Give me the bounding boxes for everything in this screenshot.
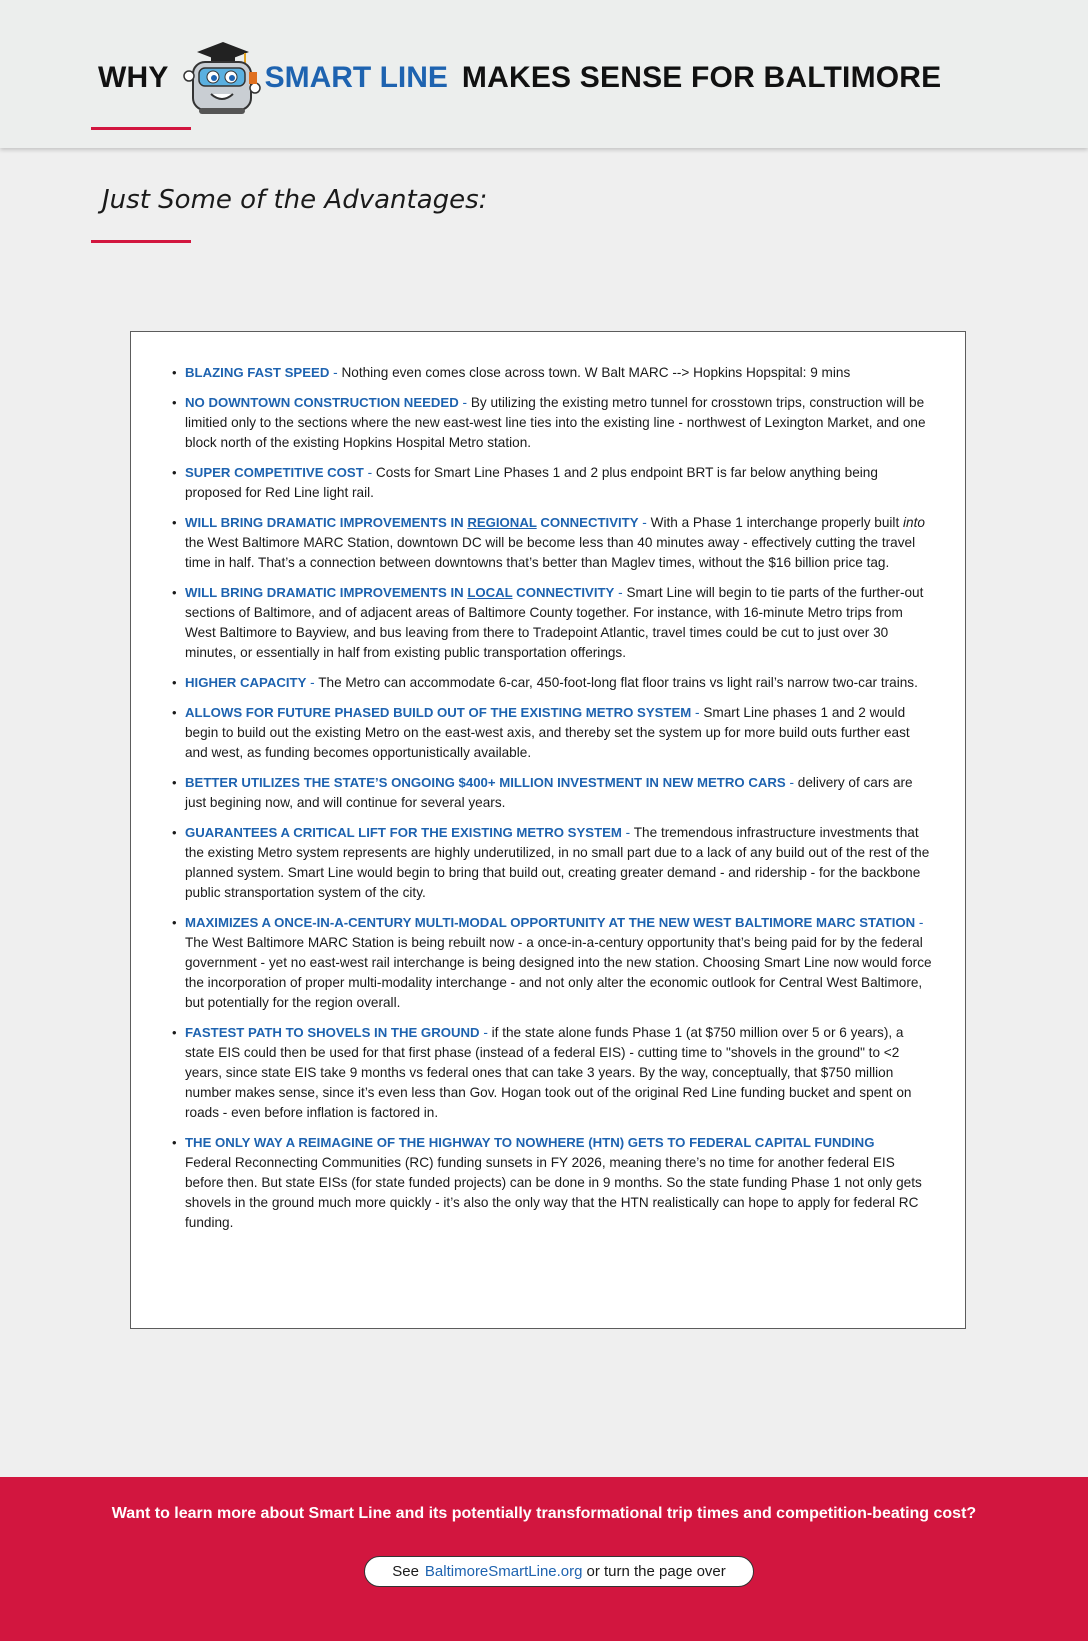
list-item: • WILL BRING DRAMATIC IMPROVEMENTS IN LOCAL CONNECTIVITY - Smart Line will begin to tie parts of the further-out sections of Baltimore, and of adjacent areas of Baltimore County together. For instance, with 16-minute Metro trips from West Baltimore to Bayview, and bus leaving from there to Tradepoint Atlantic, travel times could be cut to just over 30 minutes, or essentially in half from existing public transportation offerings. (172, 585, 924, 660)
advantage-heading: NO DOWNTOWN CONSTRUCTION NEEDED (185, 395, 459, 410)
subtitle-accent-line (91, 240, 191, 243)
list-item: • FASTEST PATH TO SHOVELS IN THE GROUND - if the state alone funds Phase 1 (at $750 million over 5 or 6 years), a state EIS could then be used for that first phase (instead of a federal EIS) - cutting time to "shovels in the ground" to <2 years, since state EIS take 9 months vs federal ones that can take 3 years. By the way, conceptually, that $750 million number makes sense, since it’s even less than Gov. Hogan took out of the original Red Line funding bucket and spent on roads - even before inflation is factored in. (172, 1025, 912, 1120)
list-item: • GUARANTEES A CRITICAL LIFT FOR THE EXISTING METRO SYSTEM - The tremendous infrastructure investments that the existing Metro system represents are highly underutilized, in no small part due to a lack of any build out of the rest of the planned system. Smart Line would begin to bring that build out, creating greater demand - and ridership - for the backbone public stransportation system of the city. (172, 825, 930, 900)
bullet: • (172, 825, 177, 840)
footer-rest: or turn the page over (586, 1563, 726, 1580)
bullet: • (172, 675, 177, 690)
advantage-body: Smart Line phases 1 and 2 would begin to build out the existing Metro on the east-west axis, and thereby set the system up for more build outs further east and west, as funding becomes opportunistically available. (185, 705, 910, 760)
title-brand: SMART LINE (264, 61, 448, 94)
list-item (174, 1133, 935, 1233)
list-item: • NO DOWNTOWN CONSTRUCTION NEEDED - By utilizing the existing metro tunnel for crosstown trips, construction will be limitied only to the sections where the new east-west line ties into the existing line - northwest of Lexington Market, and one block north of the existing Hopkins Hospital Metro station. (172, 395, 926, 450)
list-item: • WILL BRING DRAMATIC IMPROVEMENTS IN REGIONAL CONNECTIVITY - With a Phase 1 interchange properly built into the West Baltimore MARC Station, downtown DC will be become less than 40 minutes away - effectively cutting the travel time in half. That’s a connection between downtowns that’s better than Maglev times, without the $16 billion price tag. (172, 515, 925, 570)
bullet: • (172, 1025, 177, 1040)
advantage-body: The West Baltimore MARC Station is being rebuilt now - a once-in-a-century opportunity that’s being paid for by the federal government - yet no east-west rail interchange is being designed into the new station. Choosing Smart Line now would force the incorporation of proper multi-modality interchange - and not only alter the economic outlook for Central West Baltimore, but potentially for the region overall. (185, 935, 932, 1010)
advantage-body: By utilizing the existing metro tunnel for crosstown trips, construction will be limitied only to the sections where the new east-west line ties into the existing line - northwest of Lexington Market, and one block north of the existing Hopkins Hospital Metro station. (185, 395, 926, 450)
advantage-body: Costs for Smart Line Phases 1 and 2 plus endpoint BRT is far below anything being proposed for Red Line light rail. (185, 465, 878, 500)
list-item: • ALLOWS FOR FUTURE PHASED BUILD OUT OF THE EXISTING METRO SYSTEM - Smart Line phases 1 and 2 would begin to build out the existing Metro on the east-west axis, and thereby set the system up for more build outs further east and west, as funding becomes opportunistically available. (172, 705, 910, 760)
advantage-heading: WILL BRING DRAMATIC IMPROVEMENTS IN LOCAL CONNECTIVITY (185, 585, 615, 600)
advantage-heading: BETTER UTILIZES THE STATE’S ONGOING $400+ MILLION INVESTMENT IN NEW METRO CARS (185, 775, 786, 790)
header-accent-line (91, 127, 191, 130)
page-header (0, 0, 1088, 148)
website-link[interactable]: BaltimoreSmartLine.org (424, 1563, 583, 1580)
advantage-body: Smart Line will begin to tie parts of the further-out sections of Baltimore, and of adjacent areas of Baltimore County together. For instance, with 16-minute Metro trips from West Baltimore to Bayview, and bus leaving from there to Tradepoint Atlantic, travel times could be cut to just over 30 minutes, or essentially in half from existing public transportation offerings. (185, 585, 924, 660)
bullet: • (172, 705, 177, 720)
bullet: • (172, 465, 177, 480)
title-why: WHY (98, 61, 169, 94)
bullet: • (172, 365, 177, 380)
advantage-heading: HIGHER CAPACITY (185, 675, 307, 690)
footer-see: See (392, 1563, 419, 1580)
list-item: • HIGHER CAPACITY - The Metro can accommodate 6-car, 450-foot-long flat floor trains vs light rail’s narrow two-car trains. (174, 673, 935, 693)
list-item: • SUPER COMPETITIVE COST - Costs for Smart Line Phases 1 and 2 plus endpoint BRT is far below anything being proposed for Red Line light rail. (172, 465, 878, 500)
advantages-box (130, 331, 966, 1329)
advantage-body: The Metro can accommodate 6-car, 450-foot-long flat floor trains vs light rail’s narrow two-car trains. (318, 675, 918, 690)
footer-question: Want to learn more about Smart Line and its potentially transformational trip times and competition-beating cost? (111, 1505, 977, 1522)
list-item: • MAXIMIZES A ONCE-IN-A-CENTURY MULTI-MODAL OPPORTUNITY AT THE NEW WEST BALTIMORE MARC STATION - The West Baltimore MARC Station is being rebuilt now - a once-in-a-century opportunity that’s being paid for by the federal government - yet no east-west rail interchange is being designed into the new station. Choosing Smart Line now would force the incorporation of proper multi-modality interchange - and not only alter the economic outlook for Central West Baltimore, but potentially for the region overall. (172, 915, 932, 1010)
advantage-body: Federal Reconnecting Communities (RC) funding sunsets in FY 2026, meaning there’s no time for another federal EIS before then. But state EISs (for state funded projects) can be done in 9 months. So the state funding Phase 1 not only gets shovels in the ground much more quickly - it’s also the only way that the HTN realistically can hope to apply for federal RC funding. (185, 1155, 922, 1230)
section-subtitle: Just Some of the Advantages: (102, 185, 488, 215)
bullet: • (172, 585, 177, 600)
advantage-heading: SUPER COMPETITIVE COST (185, 465, 364, 480)
bullet: • (172, 915, 177, 930)
advantage-body: if the state alone funds Phase 1 (at $750 million over 5 or 6 years), a state EIS could then be used for that first phase (instead of a federal EIS) - cutting time to "shovels in the ground" to <2 years, since state EIS take 9 months vs federal ones that can take 3 years. By the way, conceptually, that $750 million number makes sense, since it’s even less than Gov. Hogan took out of the original Red Line funding bucket and spent on roads - even before inflation is factored in. (185, 1025, 912, 1120)
advantage-heading: GUARANTEES A CRITICAL LIFT FOR THE EXISTING METRO SYSTEM (185, 825, 622, 840)
advantage-heading: MAXIMIZES A ONCE-IN-A-CENTURY MULTI-MODAL OPPORTUNITY AT THE NEW WEST BALTIMORE MARC STATION (185, 915, 916, 930)
advantage-heading: BLAZING FAST SPEED (185, 365, 330, 380)
title-rest: MAKES SENSE FOR BALTIMORE (461, 61, 942, 94)
list-item: • BETTER UTILIZES THE STATE’S ONGOING $400+ MILLION INVESTMENT IN NEW METRO CARS - delivery of cars are just begining now, and will continue for several years. (172, 775, 913, 810)
footer-callout (364, 1556, 754, 1587)
bullet: • (172, 395, 177, 410)
bullet: • (172, 775, 177, 790)
advantages-list (131, 332, 965, 1233)
page-footer (0, 1477, 1088, 1641)
advantage-body: With a Phase 1 interchange properly built into the West Baltimore MARC Station, downtown DC will be become less than 40 minutes away - effectively cutting the travel time in half. That’s a connection between downtowns that’s better than Maglev times, without the $16 billion price tag. (185, 515, 925, 570)
advantage-heading: WILL BRING DRAMATIC IMPROVEMENTS IN REGIONAL CONNECTIVITY (185, 515, 639, 530)
list-item: • BLAZING FAST SPEED - Nothing even comes close across town. W Balt MARC --> Hopkins Hopspital: 9 mins (174, 363, 935, 383)
advantage-heading: FASTEST PATH TO SHOVELS IN THE GROUND (185, 1025, 480, 1040)
advantage-body: The tremendous infrastructure investments that the existing Metro system represents are highly underutilized, in no small part due to a lack of any build out of the rest of the planned system. Smart Line would begin to bring that build out, creating greater demand - and ridership - for the backbone public stransportation system of the city. (185, 825, 930, 900)
advantage-heading: THE ONLY WAY A REIMAGINE OF THE HIGHWAY TO NOWHERE (HTN) GETS TO FEDERAL CAPITAL FUNDING (185, 1135, 875, 1150)
advantage-body: Nothing even comes close across town. W Balt MARC --> Hopkins Hopspital: 9 mins (341, 365, 851, 380)
advantage-heading: ALLOWS FOR FUTURE PHASED BUILD OUT OF THE EXISTING METRO SYSTEM (185, 705, 692, 720)
bullet: • (172, 1135, 177, 1150)
bullet: • (172, 515, 177, 530)
page-title (98, 38, 941, 118)
train-mascot-icon (179, 38, 263, 118)
advantage-body: delivery of cars are just begining now, and will continue for several years. (185, 775, 913, 810)
